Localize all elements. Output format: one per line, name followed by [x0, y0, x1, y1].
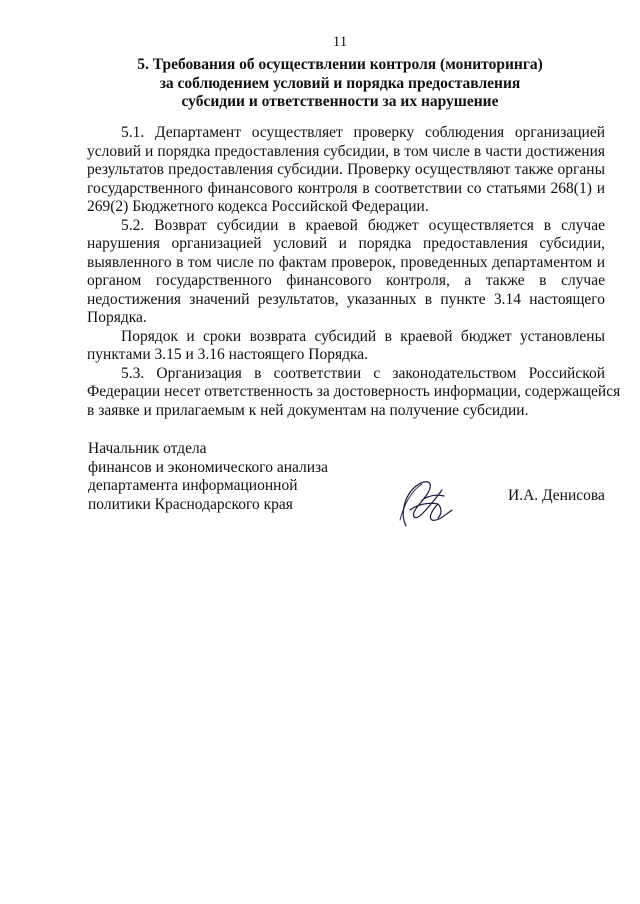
- text-line: органом государственного финансового контроля, а также в случае: [87, 272, 605, 289]
- position-line: финансов и экономического анализа: [88, 458, 329, 476]
- text-line: 269(2) Бюджетного кодекса Российской Федерации.: [87, 198, 429, 215]
- text-line: 5.3. Организация в соответствии с законодательством Российской: [121, 364, 605, 382]
- text-line: Порядка.: [87, 309, 147, 326]
- text-line: 5.1. Департамент осуществляет проверку соблюдения организацией: [121, 124, 605, 141]
- text-line: результатов предоставления субсидии. Проверку осуществляют также органы: [87, 161, 605, 178]
- signatory-position: [88, 440, 328, 514]
- section-heading-line: за соблюдением условий и порядка предоставления: [159, 74, 521, 92]
- text-line: в заявке и прилагаемым к ней документам на получение субсидии.: [87, 401, 529, 419]
- position-line: политики Краснодарского края: [88, 495, 293, 513]
- position-line: департамента информационной: [88, 477, 298, 494]
- section-heading-line: субсидии и ответственности за их нарушение: [181, 93, 499, 110]
- page-number: 11: [332, 34, 348, 50]
- text-line: нарушения организацией условий и порядка предоставления субсидии,: [87, 235, 605, 252]
- handwritten-signature: [392, 474, 464, 532]
- text-line: условий и порядка предоставления субсидии, в том числе в части достижения: [87, 142, 605, 160]
- text-line: недостижения значений результатов, указанных в пункте 3.14 настоящего: [87, 290, 605, 308]
- text-line: пунктами 3.15 и 3.16 настоящего Порядка.: [87, 346, 369, 363]
- text-line: государственного финансового контроля в соответствии со статьями 268(1) и: [87, 179, 605, 197]
- document-body: [87, 124, 621, 420]
- position-line: Начальник отдела: [88, 440, 207, 457]
- paragraph-5-1: [87, 124, 605, 217]
- text-line: Федерации несет ответственность за достоверность информации, содержащейся: [87, 383, 621, 400]
- text-line: выявленного в том числе по фактам проверок, проведенных департаментом и: [87, 253, 605, 271]
- text-line: Порядок и сроки возврата субсидий в краевой бюджет установлены: [121, 327, 605, 345]
- paragraph-5-3: [87, 364, 621, 421]
- section-heading: [70, 56, 610, 112]
- paragraph-5-2: [87, 217, 605, 328]
- section-heading-line: 5. Требования об осуществлении контроля (мониторинга): [137, 56, 543, 73]
- text-line: 5.2. Возврат субсидии в краевой бюджет осуществляется в случае: [121, 216, 605, 234]
- signatory-name: И.А. Денисова: [508, 487, 605, 504]
- paragraph-return-terms: [87, 328, 605, 365]
